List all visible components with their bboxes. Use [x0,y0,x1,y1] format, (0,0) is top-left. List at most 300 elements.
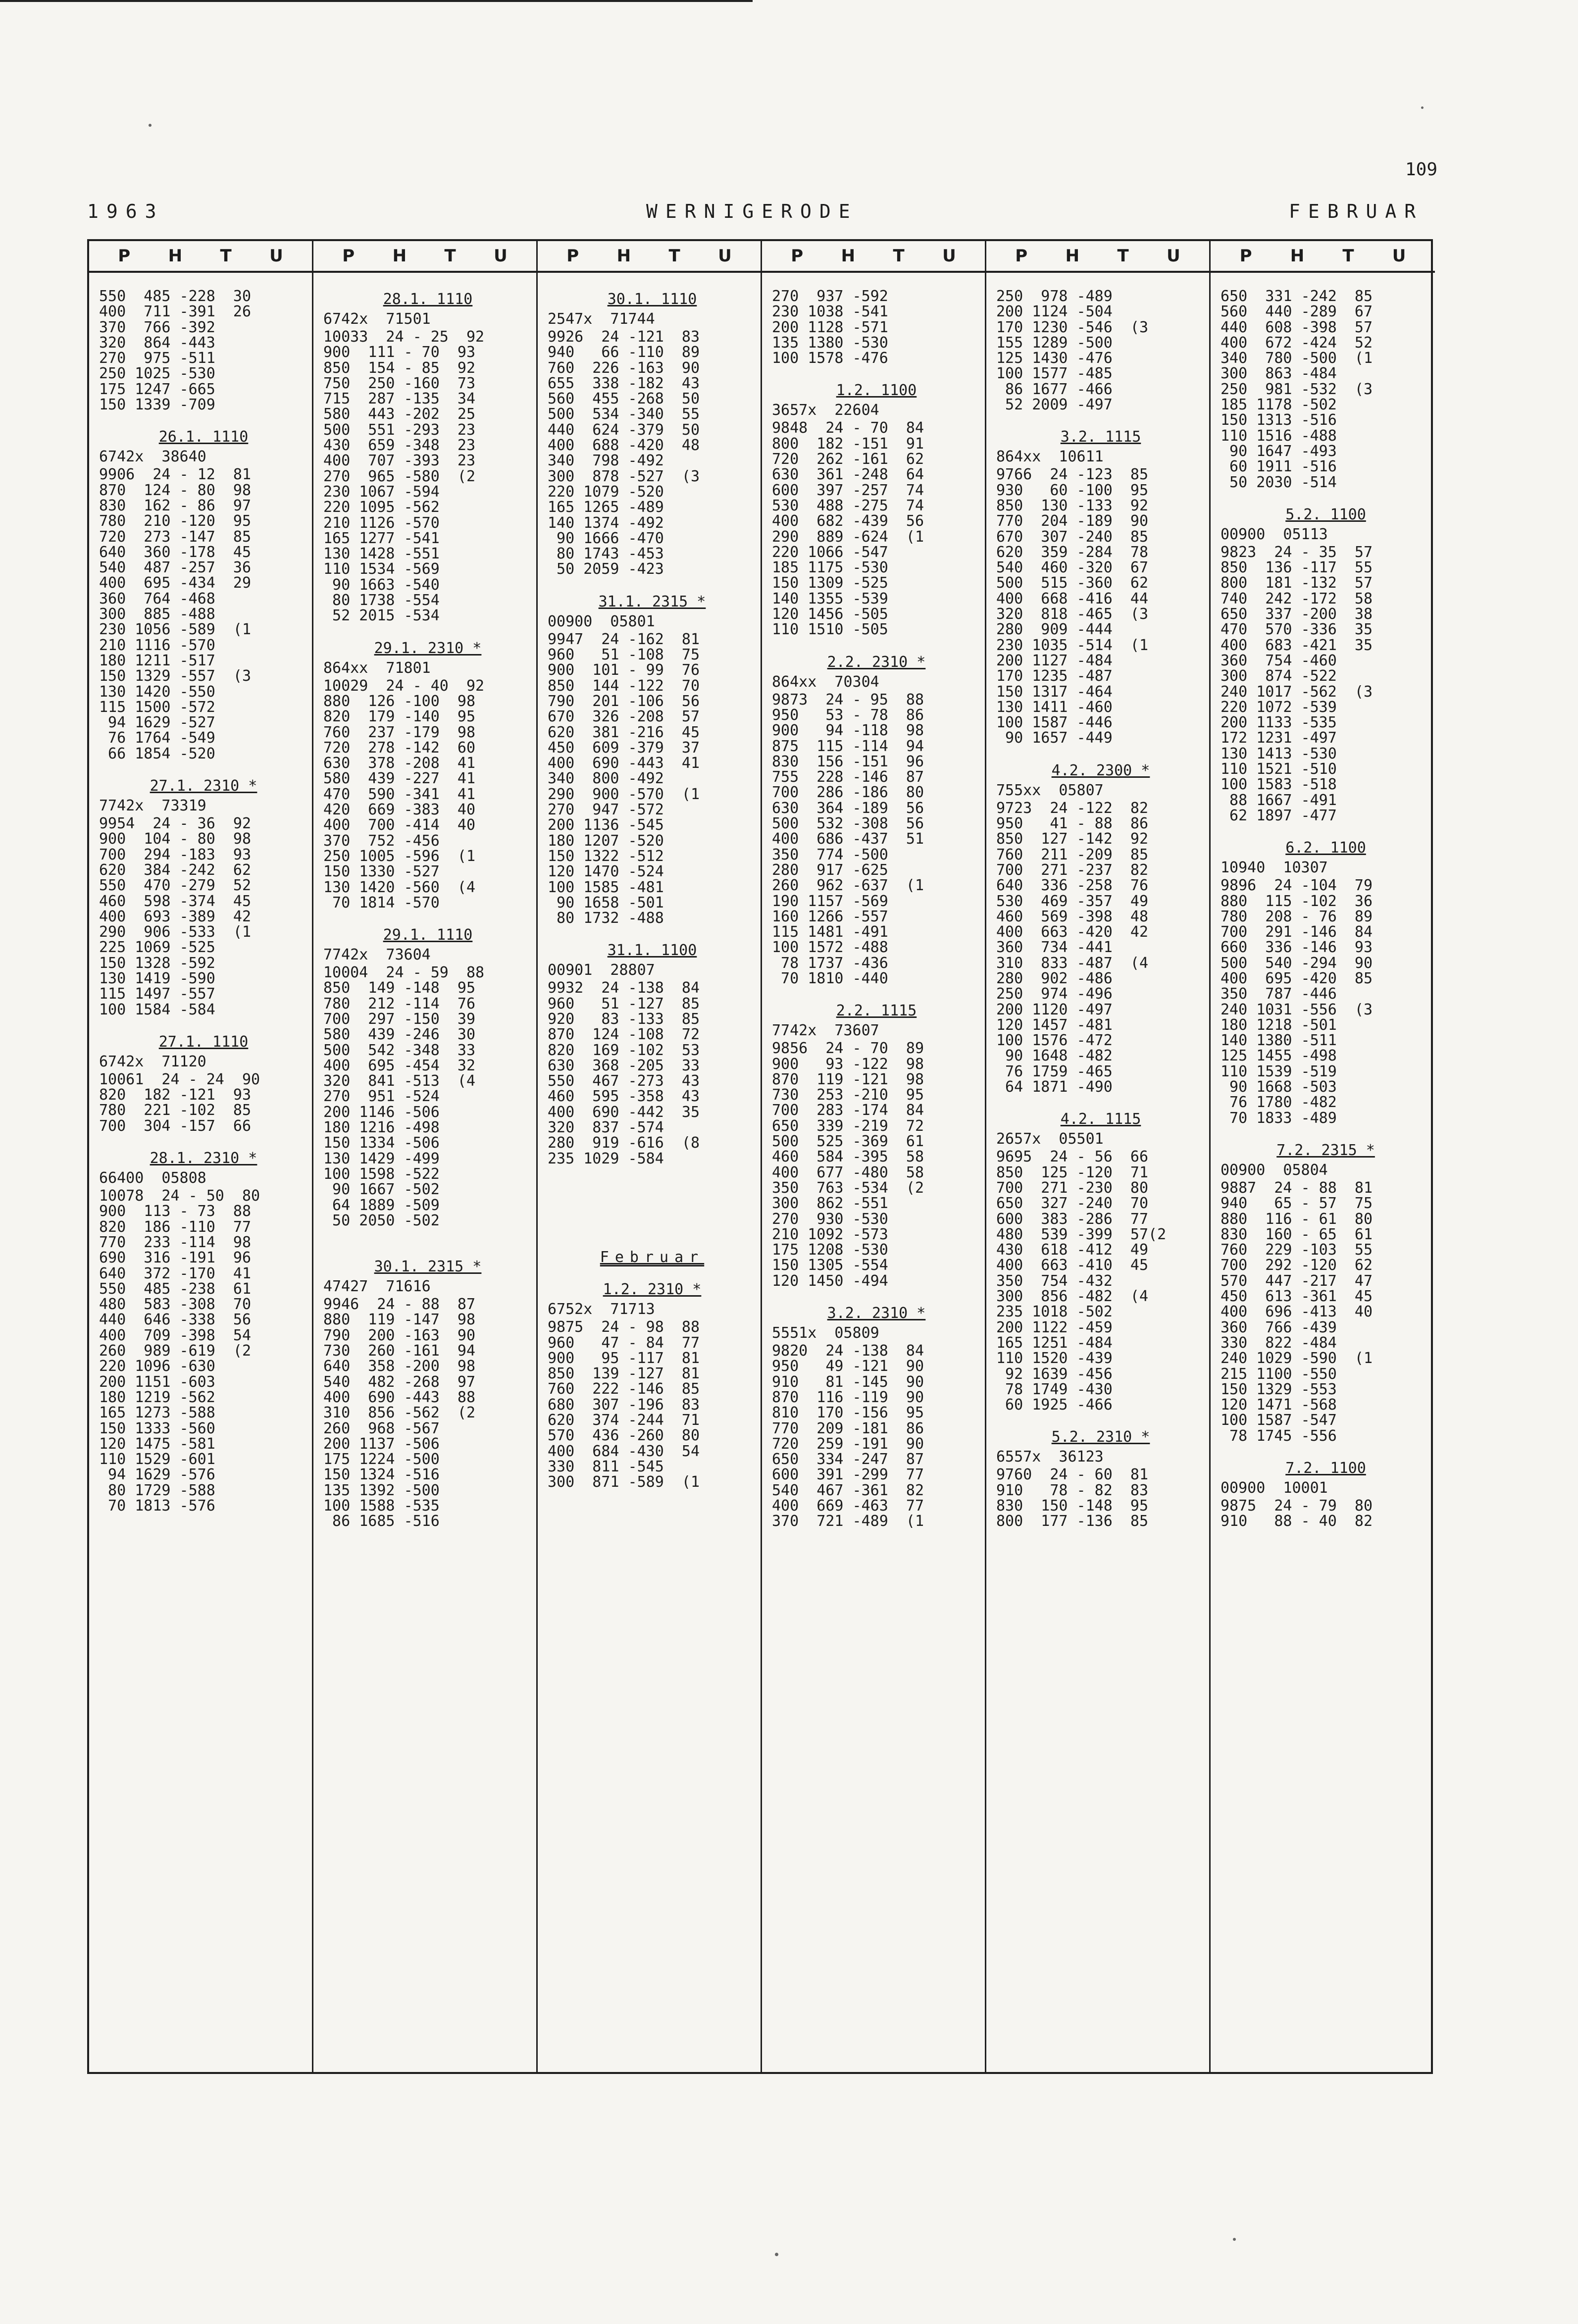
column-body [762,273,985,1529]
row-spacer [323,624,532,638]
row-spacer [1221,1126,1431,1140]
col-h: H [1065,246,1080,266]
table-row: 460 595 -358 43 [548,1088,700,1106]
table-row: 400 663 -420 42 [996,923,1149,941]
col-h: H [1290,246,1305,266]
table-row: 655 338 -182 43 [548,374,700,392]
table-row: 400 709 -398 54 [99,1326,252,1344]
col-h: H [616,246,631,266]
table-row: 330 822 -484 [1221,1334,1337,1352]
table-row: 110 1510 -505 [772,621,888,639]
table-row: 460 584 -395 58 [772,1148,924,1166]
table-row: 670 326 -208 57 [548,708,700,726]
col-t: T [668,246,680,266]
table-row: 400 695 -434 29 [99,574,252,592]
table-row: 300 856 -482 (4 [996,1288,1149,1306]
table-row: 360 764 -468 [99,590,215,607]
row-spacer [548,1208,757,1222]
table-row: 820 179 -140 95 [323,708,476,726]
ascent-date: 31.1. 2315 * [598,593,706,610]
table-row: 800 177 -136 85 [996,1513,1149,1530]
col-t: T [444,246,456,266]
table-row: 540 460 -320 67 [996,559,1149,577]
table-row: 600 383 -286 77 [996,1210,1149,1228]
table-row: 460 598 -374 45 [99,892,252,910]
table-row: 700 271 -230 80 [996,1179,1149,1197]
table-row: 280 909 -444 [996,621,1113,639]
row-spacer [772,638,981,652]
table-row: 290 900 -570 (1 [548,785,700,803]
table-row: 76 1764 -549 [99,729,215,747]
table-row: 52 2009 -497 [996,396,1113,414]
table-row: 170 1230 -546 (3 [996,318,1149,336]
table-row: 70 1814 -570 [323,894,440,911]
table-row: 340 798 -492 [548,452,664,470]
col-u: U [1392,246,1406,266]
table-row: 830 150 -148 95 [996,1497,1149,1515]
table-row: 200 1127 -484 [996,652,1113,669]
table-row: 720 278 -142 60 [323,739,476,757]
table-row: 250 1025 -530 [99,365,215,383]
row-spacer [548,926,757,940]
col-p: P [342,246,355,266]
table-row: 450 613 -361 45 [1221,1288,1373,1306]
table-row: 78 1737 -436 [772,954,888,972]
table-row: 94 1629 -527 [99,714,215,732]
table-row: 400 707 -393 23 [323,452,476,470]
table-row: 220 1066 -547 [772,543,888,561]
table-row: 150 1330 -527 [323,863,440,881]
table-row: 400 677 -480 58 [772,1163,924,1181]
ascent-code: 00900 05113 [1221,525,1328,543]
table-row: 60 1925 -466 [996,1396,1113,1414]
table-row: 650 331 -242 85 [1221,288,1373,305]
table-row: 250 1005 -596 (1 [323,847,476,865]
table-row: 875 115 -114 94 [772,737,924,755]
table-row: 76 1780 -482 [1221,1094,1337,1111]
ascent-date: 1.2. 2310 * [603,1281,702,1299]
table-row: 86 1685 -516 [323,1513,440,1530]
table-row: 400 711 -391 26 [99,303,252,321]
table-row: 350 774 -500 [772,846,888,863]
table-row: 66 1854 -520 [99,745,215,762]
table-row: 180 1219 -562 [99,1388,215,1406]
table-row: 170 1235 -487 [996,667,1113,685]
ascent-code: 5551x 05809 [772,1324,879,1342]
table-row: 760 211 -209 85 [996,846,1149,863]
table-row: 52 2015 -534 [323,607,440,625]
table-row: 940 65 - 57 75 [1221,1195,1373,1213]
ascent-code: 7742x 73319 [99,797,206,815]
table-row: 480 539 -399 57(2 [996,1225,1167,1243]
col-h: H [841,246,856,266]
table-row: 300 885 -488 [99,606,215,623]
col-p: P [1015,246,1028,266]
header-month: FEBRUAR [1289,201,1424,222]
table-row: 110 1529 -601 [99,1451,215,1468]
table-row: 650 339 -219 72 [772,1117,924,1135]
table-row: 240 1029 -590 (1 [1221,1350,1373,1367]
table-row: 300 862 -551 [772,1195,888,1213]
header-year: 1963 [87,201,164,222]
table-row: 600 391 -299 77 [772,1466,924,1484]
table-row: 235 1018 -502 [996,1303,1113,1321]
row-spacer [99,761,308,775]
table-row: 270 965 -580 (2 [323,467,476,485]
table-row: 360 734 -441 [996,939,1113,957]
table-row: 80 1732 -488 [548,909,664,927]
table-row: 400 688 -420 48 [548,437,700,455]
table-row: 135 1392 -500 [323,1481,440,1499]
ascent-date: 29.1. 1110 [383,926,473,944]
ascent-code: 6752x 71713 [548,1301,655,1318]
table-row: 165 1273 -588 [99,1404,215,1422]
ascent-date: 28.1. 2310 * [150,1150,257,1167]
table-row: 880 116 - 61 80 [1221,1210,1373,1228]
table-row: 115 1497 -557 [99,985,215,1003]
ascent-date: 26.1. 1110 [158,428,249,446]
table-row: 172 1231 -497 [1221,729,1337,747]
table-row: 200 1137 -506 [323,1435,440,1453]
table-row: 100 1578 -476 [772,350,888,367]
table-row: 500 534 -340 55 [548,405,700,423]
table-row: 950 49 -121 90 [772,1358,924,1375]
table-row: 10033 24 - 25 92 [323,328,485,346]
table-row: 800 182 -151 91 [772,435,924,453]
table-row: 200 1146 -506 [323,1103,440,1121]
table-row: 400 668 -416 44 [996,590,1149,607]
table-row: 430 659 -348 23 [323,437,476,455]
table-row: 290 906 -533 (1 [99,923,252,941]
table-row: 130 1413 -530 [1221,745,1337,762]
row-spacer [323,1242,532,1256]
table-row: 820 186 -110 77 [99,1218,252,1236]
table-row: 880 115 -102 36 [1221,892,1373,910]
table-row: 570 447 -217 47 [1221,1272,1373,1290]
table-row: 960 51 -127 85 [548,995,700,1012]
table-row: 310 833 -487 (4 [996,954,1149,972]
ascent-date: 29.1. 2310 * [374,639,482,657]
table-row: 850 154 - 85 92 [323,359,476,377]
table-row: 800 181 -132 57 [1221,574,1373,592]
table-row: 150 1322 -512 [548,847,664,865]
col-p: P [791,246,804,266]
table-row: 9695 24 - 56 66 [996,1148,1149,1166]
ascent-code: 6742x 71120 [99,1053,206,1070]
table-row: 230 1038 -541 [772,303,888,321]
row-spacer [772,986,981,1000]
table-row: 130 1429 -499 [323,1150,440,1167]
column-header [762,241,985,273]
ascent-date: 31.1. 1100 [607,942,697,960]
table-row: 10004 24 - 59 88 [323,964,485,982]
table-row: 100 1587 -547 [1221,1412,1337,1429]
ascent-date: 28.1. 1110 [383,291,473,308]
row-spacer [1221,1444,1431,1458]
table-row: 790 201 -106 56 [548,692,700,710]
table-row: 770 233 -114 98 [99,1233,252,1251]
table-row: 130 1420 -560 (4 [323,878,476,896]
col-p: P [566,246,579,266]
table-row: 180 1216 -498 [323,1119,440,1137]
table-row: 150 1334 -506 [323,1134,440,1152]
table-row: 215 1100 -550 [1221,1365,1337,1383]
row-spacer [1221,823,1431,837]
table-row: 680 307 -196 83 [548,1396,700,1414]
table-row: 175 1224 -500 [323,1451,440,1468]
table-row: 110 1521 -510 [1221,760,1337,778]
table-row: 120 1470 -524 [548,863,664,881]
row-spacer [548,1194,757,1208]
table-row: 900 111 - 70 93 [323,344,476,361]
table-row: 660 336 -146 93 [1221,939,1373,957]
row-spacer [99,1017,308,1031]
table-row: 300 874 -522 [1221,667,1337,685]
table-row: 86 1677 -466 [996,380,1113,398]
table-row: 62 1897 -477 [1221,807,1337,824]
row-spacer [996,1413,1205,1426]
table-row: 9947 24 -162 81 [548,630,700,648]
table-row: 400 669 -463 77 [772,1497,924,1515]
table-row: 810 170 -156 95 [772,1404,924,1422]
table-row: 900 101 - 99 76 [548,661,700,679]
table-row: 100 1576 -472 [996,1032,1113,1050]
table-row: 150 1317 -464 [996,683,1113,701]
table-row: 960 51 -108 75 [548,646,700,664]
ascent-code: 6742x 71501 [323,310,431,328]
table-row: 540 467 -361 82 [772,1481,924,1499]
table-row: 550 485 -238 61 [99,1280,252,1298]
table-row: 100 1585 -481 [548,878,664,896]
table-row: 500 515 -360 62 [996,574,1149,592]
col-u: U [1167,246,1180,266]
table-row: 900 95 -117 81 [548,1349,700,1367]
table-row: 530 488 -275 74 [772,497,924,514]
table-row: 220 1079 -520 [548,483,664,501]
table-row: 110 1520 -439 [996,1350,1113,1367]
ascent-code: 864xx 10611 [996,448,1104,466]
table-row: 760 229 -103 55 [1221,1241,1373,1259]
table-row: 125 1430 -476 [996,350,1113,367]
table-row: 340 780 -500 (1 [1221,350,1373,367]
table-row: 100 1584 -584 [99,1001,215,1018]
col-t: T [1342,246,1354,266]
table-row: 900 104 - 80 98 [99,830,252,848]
table-row: 340 800 -492 [548,770,664,788]
table-row: 290 889 -624 (1 [772,528,924,546]
table-row: 90 1668 -503 [1221,1078,1337,1096]
table-row: 175 1208 -530 [772,1241,888,1259]
table-row: 165 1277 -541 [323,529,440,547]
table-row: 10078 24 - 50 80 [99,1187,260,1205]
table-row: 280 917 -625 [772,861,888,879]
table-row: 780 221 -102 85 [99,1102,252,1119]
ascent-code: 47427 71616 [323,1278,431,1296]
table-row: 100 1598 -522 [323,1165,440,1183]
table-row: 940 66 -110 89 [548,344,700,361]
table-row: 950 53 - 78 86 [772,706,924,724]
table-row: 370 752 -456 [323,832,440,850]
ascent-date: 7.2. 1100 [1285,1460,1366,1477]
col-p: P [118,246,131,266]
table-row: 715 287 -135 34 [323,390,476,408]
table-row: 64 1871 -490 [996,1078,1113,1096]
ascent-code: 2547x 71744 [548,310,655,328]
table-column [1211,241,1435,2072]
table-row: 440 646 -338 56 [99,1311,252,1329]
table-row: 850 149 -148 95 [323,979,476,997]
table-row: 90 1663 -540 [323,576,440,594]
column-body [313,273,536,1529]
table-row: 150 1329 -557 (3 [99,667,252,685]
table-row: 220 1096 -630 [99,1358,215,1375]
table-row: 530 469 -357 49 [996,892,1149,910]
table-row: 880 126 -100 98 [323,692,476,710]
table-row: 50 2050 -502 [323,1212,440,1229]
ascent-date: 2.2. 1115 [836,1002,917,1020]
table-row: 430 618 -412 49 [996,1241,1149,1259]
row-spacer [1221,490,1431,504]
table-row: 9887 24 - 88 81 [1221,1179,1373,1197]
table-row: 620 381 -216 45 [548,723,700,741]
table-row: 670 307 -240 85 [996,528,1149,546]
table-row: 300 878 -527 (3 [548,467,700,485]
table-row: 9760 24 - 60 81 [996,1466,1149,1484]
table-row: 50 2030 -514 [1221,473,1337,491]
table-row: 400 690 -443 88 [323,1388,476,1406]
table-column [762,241,986,2072]
table-row: 78 1745 -556 [1221,1427,1337,1445]
table-row: 755 228 -146 87 [772,768,924,786]
row-spacer [548,577,757,591]
table-row: 900 94 -118 98 [772,722,924,740]
table-row: 9823 24 - 35 57 [1221,543,1373,561]
table-row: 310 856 -562 (2 [323,1404,476,1422]
table-row: 150 1329 -553 [1221,1380,1337,1398]
table-row: 730 253 -210 95 [772,1086,924,1104]
table-row: 740 242 -172 58 [1221,590,1373,607]
table-row: 780 208 - 76 89 [1221,908,1373,925]
scan-speck [149,124,152,127]
table-row: 950 41 - 88 86 [996,815,1149,833]
table-row: 210 1092 -573 [772,1225,888,1243]
table-row: 700 297 -150 39 [323,1010,476,1028]
table-row: 200 1136 -545 [548,816,664,834]
table-row: 200 1151 -603 [99,1373,215,1391]
table-row: 550 485 -228 30 [99,288,252,305]
table-row: 550 467 -273 43 [548,1072,700,1090]
table-row: 70 1813 -576 [99,1497,215,1515]
table-row: 140 1374 -492 [548,514,664,532]
table-row: 560 440 -289 67 [1221,303,1373,321]
table-row: 230 1035 -514 (1 [996,636,1149,654]
table-row: 120 1450 -494 [772,1272,888,1290]
table-row: 350 763 -534 (2 [772,1179,924,1197]
table-row: 370 721 -489 (1 [772,1513,924,1530]
table-row: 700 294 -183 93 [99,846,252,863]
ascent-code: 864xx 70304 [772,673,879,691]
table-row: 110 1539 -519 [1221,1062,1337,1080]
table-row: 400 686 -437 51 [772,830,924,848]
table-row: 175 1247 -665 [99,380,215,398]
table-row: 570 436 -260 80 [548,1427,700,1445]
section-heading: Februar [600,1248,705,1266]
table-row: 640 358 -200 98 [323,1358,476,1375]
row-spacer [99,1134,308,1148]
column-header [89,241,312,273]
table-row: 210 1126 -570 [323,514,440,532]
table-row: 920 83 -133 85 [548,1010,700,1028]
ascent-code: 00900 05801 [548,612,655,630]
ascent-date: 5.2. 1100 [1285,505,1366,523]
table-row: 650 337 -200 38 [1221,606,1373,623]
column-header [986,241,1209,273]
table-row: 115 1500 -572 [99,698,215,716]
ascent-date: 6.2. 1100 [1285,839,1366,857]
table-row: 150 1339 -709 [99,396,215,414]
col-u: U [942,246,956,266]
table-row: 120 1456 -505 [772,606,888,623]
scan-speck [775,2253,778,2256]
table-row: 180 1207 -520 [548,832,664,850]
table-row: 260 989 -619 (2 [99,1342,252,1360]
table-row: 700 292 -120 62 [1221,1257,1373,1274]
table-row: 90 1648 -482 [996,1047,1113,1065]
ascent-date: 27.1. 2310 * [150,777,257,795]
ascent-date: 27.1. 1110 [158,1033,249,1051]
table-row: 620 384 -242 62 [99,861,252,879]
table-row: 330 811 -545 [548,1458,664,1475]
table-row: 400 683 -421 35 [1221,636,1373,654]
table-row: 90 1666 -470 [548,529,664,547]
table-row: 900 93 -122 98 [772,1055,924,1073]
table-row: 440 608 -398 57 [1221,318,1373,336]
ascent-code: 00900 05804 [1221,1161,1328,1179]
table-row: 270 975 -511 [99,350,215,367]
ascent-code: 66400 05808 [99,1169,206,1187]
table-row: 640 336 -258 76 [996,877,1149,895]
table-row: 9954 24 - 36 92 [99,815,252,833]
table-row: 9875 24 - 79 80 [1221,1497,1373,1515]
table-row: 640 372 -170 41 [99,1264,252,1282]
table-row: 620 374 -244 71 [548,1412,700,1429]
table-row: 9932 24 -138 84 [548,979,700,997]
table-row: 400 696 -413 40 [1221,1303,1373,1321]
col-t: T [220,246,232,266]
table-row: 910 88 - 40 82 [1221,1513,1373,1530]
ascent-code: 2657x 05501 [996,1130,1104,1148]
table-row: 650 327 -240 70 [996,1195,1149,1213]
table-row: 9896 24 -104 79 [1221,877,1373,895]
col-p: P [1239,246,1252,266]
ascent-date: 30.1. 2315 * [374,1258,482,1276]
table-row: 200 1120 -497 [996,1001,1113,1018]
table-row: 10029 24 - 40 92 [323,677,485,695]
ascent-date: 3.2. 2310 * [827,1305,926,1322]
row-spacer [772,366,981,380]
table-row: 630 378 -208 41 [323,755,476,772]
column-body [986,273,1209,1529]
table-row: 900 113 - 73 88 [99,1203,252,1220]
table-row: 300 871 -589 (1 [548,1473,700,1491]
table-row: 830 156 -151 96 [772,753,924,770]
table-row: 220 1072 -539 [1221,698,1337,716]
ascent-code: 6742x 38640 [99,448,206,466]
table-row: 720 273 -147 85 [99,528,252,546]
table-row: 400 663 -410 45 [996,1257,1149,1274]
table-row: 700 291 -146 84 [1221,923,1373,941]
col-h: H [168,246,183,266]
